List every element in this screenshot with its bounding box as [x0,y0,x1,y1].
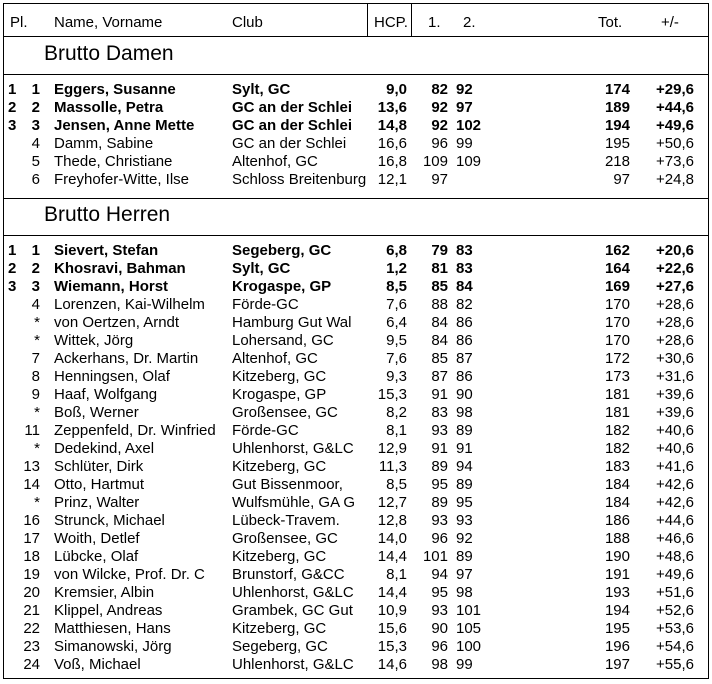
cell-r1: 109 [422,153,448,170]
cell-pl: 22 [23,620,40,637]
column-divider [411,4,412,36]
cell-r1: 95 [431,584,448,601]
cell-pl: 14 [23,476,40,493]
cell-hcp: 16,6 [377,135,407,152]
table-row [4,314,708,332]
cell-club: Förde-GC [232,296,299,313]
cell-pl: 16 [23,512,40,529]
cell-hcp: 15,3 [377,638,407,655]
cell-pl: 18 [23,548,40,565]
cell-r2: 99 [456,135,473,152]
cell-club: Förde-GC [232,422,299,439]
cell-club: Altenhof, GC [232,350,318,367]
cell-club: Großensee, GC [232,404,338,421]
cell-club: Wulfsmühle, GA G [232,494,356,511]
cell-hcp: 8,2 [386,404,407,421]
cell-hcp: 14,4 [377,584,407,601]
cell-club: Grambek, GC Gut [232,602,353,619]
cell-r1: 94 [431,566,448,583]
cell-pl: 4 [31,296,40,313]
cell-club: Uhlenhorst, G&LC [232,440,354,457]
cell-r1: 95 [431,476,448,493]
cell-pl: * [34,494,40,511]
cell-r2: 98 [456,584,473,601]
cell-pl: 1 [31,81,40,98]
cell-diff: +44,6 [656,512,694,529]
table-row [4,638,708,656]
table-row [4,260,708,278]
cell-name: Dedekind, Axel [54,440,155,457]
cell-name: Thede, Christiane [54,153,173,170]
table-row [4,242,708,260]
cell-tot: 190 [604,548,630,565]
table-row [4,422,708,440]
cell-diff: +44,6 [656,99,694,116]
cell-name: Otto, Hartmut [54,476,145,493]
cell-hcp: 13,6 [377,99,407,116]
cell-r2: 92 [456,81,473,98]
cell-tot: 186 [604,512,630,529]
cell-club: Brunstorf, G&CC [232,566,345,583]
cell-hcp: 8,5 [386,476,407,493]
table-row [4,494,708,512]
cell-r2: 84 [456,278,473,295]
cell-diff: +73,6 [656,153,694,170]
cell-tot: 182 [604,440,630,457]
cell-pl: 3 [31,117,40,134]
cell-pl: 21 [23,602,40,619]
cell-name: Eggers, Susanne [54,81,176,98]
table-row [4,386,708,404]
cell-hcp: 6,4 [386,314,407,331]
cell-r2: 91 [456,440,473,457]
cell-diff: +39,6 [656,386,694,403]
cell-pl: 1 [31,242,40,259]
table-row [4,332,708,350]
cell-pl: * [34,332,40,349]
cell-tot: 170 [604,314,630,331]
cell-tot: 181 [604,386,630,403]
cell-name: Jensen, Anne Mette [54,117,195,134]
table-row [4,602,708,620]
table-row [4,99,708,117]
cell-club: Schloss Breitenburg [232,171,367,188]
cell-diff: +40,6 [656,440,694,457]
table-row [4,656,708,674]
cell-club: Lohersand, GC [232,332,334,349]
cell-pl: * [34,314,40,331]
cell-rank: 2 [8,260,17,277]
cell-name: Schlüter, Dirk [54,458,144,475]
table-row [4,530,708,548]
cell-hcp: 7,6 [386,296,407,313]
cell-r1: 83 [431,404,448,421]
cell-club: Segeberg, GC [232,242,332,259]
cell-name: Khosravi, Bahman [54,260,186,277]
cell-r2: 89 [456,422,473,439]
cell-name: Simanowski, Jörg [54,638,172,655]
cell-r2: 83 [456,260,473,277]
table-row [4,440,708,458]
cell-r2: 86 [456,332,473,349]
cell-r1: 84 [431,332,448,349]
cell-r1: 91 [431,440,448,457]
cell-name: Freyhofer-Witte, Ilse [54,171,190,188]
cell-hcp: 9,5 [386,332,407,349]
cell-pl: 9 [31,386,40,403]
cell-club: GC an der Schlei [232,135,347,152]
cell-pl: 24 [23,656,40,673]
table-row [4,476,708,494]
cell-r2: 97 [456,99,473,116]
cell-r2: 99 [456,656,473,673]
cell-club: Kitzeberg, GC [232,368,327,385]
cell-r1: 85 [431,350,448,367]
cell-pl: 11 [24,422,40,439]
cell-diff: +28,6 [656,332,694,349]
cell-name: Boß, Werner [54,404,139,421]
cell-diff: +28,6 [656,296,694,313]
cell-hcp: 8,1 [386,566,407,583]
cell-name: Massolle, Petra [54,99,164,116]
cell-pl: 23 [23,638,40,655]
cell-hcp: 15,6 [377,620,407,637]
cell-pl: 2 [31,99,40,116]
table-row [4,584,708,602]
cell-r2: 97 [456,566,473,583]
cell-r2: 93 [456,512,473,529]
cell-name: Matthiesen, Hans [54,620,171,637]
cell-r1: 90 [431,620,448,637]
cell-pl: * [34,440,40,457]
cell-tot: 170 [604,296,630,313]
cell-r1: 96 [431,530,448,547]
table-row [4,153,708,171]
section-title-damen: Brutto Damen [44,42,174,65]
table-row [4,458,708,476]
cell-name: von Oertzen, Arndt [54,314,180,331]
cell-diff: +49,6 [656,566,694,583]
table-row [4,620,708,638]
cell-club: Altenhof, GC [232,153,318,170]
cell-r2: 95 [456,494,473,511]
table-row [4,368,708,386]
cell-tot: 97 [613,171,630,188]
cell-club: Uhlenhorst, G&LC [232,656,354,673]
cell-tot: 193 [604,584,630,601]
cell-r1: 84 [431,314,448,331]
cell-r2: 86 [456,314,473,331]
table-row [4,117,708,135]
cell-tot: 184 [604,476,630,493]
cell-tot: 218 [604,153,630,170]
cell-r1: 92 [431,117,448,134]
cell-hcp: 7,6 [386,350,407,367]
table-row [4,296,708,314]
cell-name: Wiemann, Horst [54,278,169,295]
cell-pl: 4 [31,135,40,152]
cell-diff: +41,6 [656,458,694,475]
cell-r1: 101 [422,548,448,565]
cell-name: Damm, Sabine [54,135,154,152]
cell-name: Kremsier, Albin [54,584,155,601]
cell-club: Krogaspe, GP [232,278,332,295]
cell-club: Segeberg, GC [232,638,328,655]
cell-diff: +42,6 [656,494,694,511]
cell-r2: 100 [456,638,482,655]
cell-diff: +46,6 [656,530,694,547]
cell-diff: +39,6 [656,404,694,421]
cell-name: Klippel, Andreas [54,602,163,619]
cell-r1: 85 [431,278,448,295]
cell-r1: 82 [431,81,448,98]
table-row [4,135,708,153]
cell-pl: 17 [23,530,40,547]
header-divider [4,36,708,37]
cell-diff: +52,6 [656,602,694,619]
cell-club: Kitzeberg, GC [232,458,327,475]
cell-r1: 96 [431,638,448,655]
cell-hcp: 9,3 [386,368,407,385]
cell-tot: 164 [604,260,630,277]
cell-diff: +48,6 [656,548,694,565]
cell-r1: 89 [431,494,448,511]
header-pl: Pl. [10,14,28,31]
cell-pl: 13 [23,458,40,475]
cell-tot: 195 [604,135,630,152]
cell-name: Henningsen, Olaf [54,368,170,385]
cell-pl: 6 [31,171,40,188]
table-row [4,566,708,584]
cell-pl: 8 [31,368,40,385]
cell-club: Sylt, GC [232,81,291,98]
cell-tot: 196 [604,638,630,655]
cell-diff: +49,6 [656,117,694,134]
cell-r2: 109 [456,153,482,170]
cell-r1: 93 [431,422,448,439]
cell-hcp: 10,9 [377,602,407,619]
cell-name: Zeppenfeld, Dr. Winfried [54,422,216,439]
cell-club: Hamburg Gut Wal [232,314,352,331]
cell-diff: +29,6 [656,81,694,98]
cell-r1: 79 [431,242,448,259]
cell-pl: 2 [31,260,40,277]
cell-pl: 7 [31,350,40,367]
cell-name: Strunck, Michael [54,512,165,529]
cell-club: Gut Bissenmoor, [232,476,343,493]
cell-r2: 92 [456,530,473,547]
table-row [4,548,708,566]
cell-club: Kitzeberg, GC [232,620,327,637]
cell-hcp: 8,1 [386,422,407,439]
cell-r2: 101 [456,602,482,619]
cell-tot: 184 [604,494,630,511]
cell-club: GC an der Schlei [232,99,353,116]
table-row [4,512,708,530]
table-row [4,81,708,99]
cell-diff: +31,6 [656,368,694,385]
cell-r2: 83 [456,242,473,259]
table-row [4,404,708,422]
cell-club: Uhlenhorst, G&LC [232,584,354,601]
section-title-herren: Brutto Herren [44,203,171,226]
cell-hcp: 11,3 [378,458,407,475]
cell-name: Sievert, Stefan [54,242,159,259]
cell-diff: +55,6 [656,656,694,673]
cell-diff: +42,6 [656,476,694,493]
cell-pl: 20 [23,584,40,601]
cell-name: Lübcke, Olaf [54,548,139,565]
cell-club: Großensee, GC [232,530,338,547]
cell-r2: 87 [456,350,473,367]
cell-tot: 197 [604,656,630,673]
cell-diff: +54,6 [656,638,694,655]
cell-r2: 94 [456,458,473,475]
cell-tot: 183 [604,458,630,475]
cell-rank: 1 [8,81,17,98]
cell-pl: 5 [31,153,40,170]
cell-name: Lorenzen, Kai-Wilhelm [54,296,205,313]
cell-r1: 88 [431,296,448,313]
cell-tot: 194 [604,602,630,619]
header-club: Club [232,14,263,31]
cell-r1: 87 [431,368,448,385]
cell-r2: 98 [456,404,473,421]
cell-hcp: 14,8 [377,117,407,134]
cell-r1: 92 [431,99,448,116]
cell-r1: 81 [431,260,448,277]
cell-name: Ackerhans, Dr. Martin [54,350,199,367]
cell-pl: 3 [31,278,40,295]
cell-hcp: 16,8 [377,153,407,170]
cell-hcp: 9,0 [386,81,407,98]
header-name: Name, Vorname [54,14,163,31]
cell-tot: 194 [604,117,630,134]
cell-r2: 86 [456,368,473,385]
cell-name: Woith, Detlef [54,530,140,547]
cell-hcp: 8,5 [386,278,407,295]
cell-tot: 170 [604,332,630,349]
cell-diff: +30,6 [656,350,694,367]
cell-tot: 182 [604,422,630,439]
cell-hcp: 12,9 [377,440,407,457]
cell-r1: 93 [431,512,448,529]
cell-hcp: 15,3 [377,386,407,403]
cell-r1: 98 [431,656,448,673]
cell-hcp: 14,6 [377,656,407,673]
cell-r2: 102 [456,117,482,134]
cell-diff: +24,8 [656,171,694,188]
cell-r2: 90 [456,386,473,403]
cell-diff: +27,6 [656,278,694,295]
header-round-1: 1. [428,14,441,31]
cell-diff: +51,6 [656,584,694,601]
cell-diff: +20,6 [656,242,694,259]
table-row [4,278,708,296]
cell-r1: 93 [431,602,448,619]
cell-diff: +28,6 [656,314,694,331]
cell-r2: 105 [456,620,482,637]
cell-tot: 172 [604,350,630,367]
cell-diff: +40,6 [656,422,694,439]
cell-tot: 173 [604,368,630,385]
cell-hcp: 12,8 [377,512,407,529]
cell-name: Haaf, Wolfgang [54,386,158,403]
section-divider [4,198,708,199]
cell-name: von Wilcke, Prof. Dr. C [54,566,205,583]
cell-r2: 89 [456,548,473,565]
cell-tot: 169 [604,278,630,295]
cell-club: Lübeck-Travem. [232,512,340,529]
cell-hcp: 14,4 [377,548,407,565]
results-table [3,3,709,679]
cell-tot: 181 [604,404,630,421]
cell-hcp: 6,8 [386,242,407,259]
cell-club: Krogaspe, GP [232,386,327,403]
header-round-2: 2. [463,14,476,31]
cell-name: Voß, Michael [54,656,141,673]
cell-r2: 82 [456,296,473,313]
header-total: Tot. [598,14,623,31]
cell-name: Prinz, Walter [54,494,140,511]
cell-diff: +22,6 [656,260,694,277]
cell-club: Kitzeberg, GC [232,548,327,565]
table-row [4,171,708,189]
cell-rank: 3 [8,117,17,134]
cell-tot: 174 [604,81,630,98]
section-divider [4,74,708,75]
cell-r1: 91 [431,386,448,403]
cell-diff: +53,6 [656,620,694,637]
cell-r1: 96 [431,135,448,152]
header-hcp: HCP. [374,14,408,31]
cell-tot: 189 [604,99,630,116]
cell-tot: 195 [604,620,630,637]
cell-club: Sylt, GC [232,260,291,277]
cell-hcp: 1,2 [386,260,407,277]
column-divider [367,4,368,36]
table-row [4,350,708,368]
cell-hcp: 12,1 [377,171,407,188]
cell-pl: 19 [23,566,40,583]
header-diff: +/- [661,14,679,31]
cell-rank: 2 [8,99,17,116]
cell-r2: 89 [456,476,473,493]
cell-rank: 1 [8,242,17,259]
cell-club: GC an der Schlei [232,117,353,134]
cell-hcp: 12,7 [377,494,407,511]
cell-tot: 188 [604,530,630,547]
section-divider [4,235,708,236]
cell-name: Wittek, Jörg [54,332,134,349]
cell-r1: 89 [431,458,448,475]
cell-pl: * [34,404,40,421]
cell-tot: 162 [604,242,630,259]
cell-r1: 97 [431,171,448,188]
cell-hcp: 14,0 [377,530,407,547]
cell-diff: +50,6 [656,135,694,152]
cell-rank: 3 [8,278,17,295]
cell-tot: 191 [604,566,630,583]
